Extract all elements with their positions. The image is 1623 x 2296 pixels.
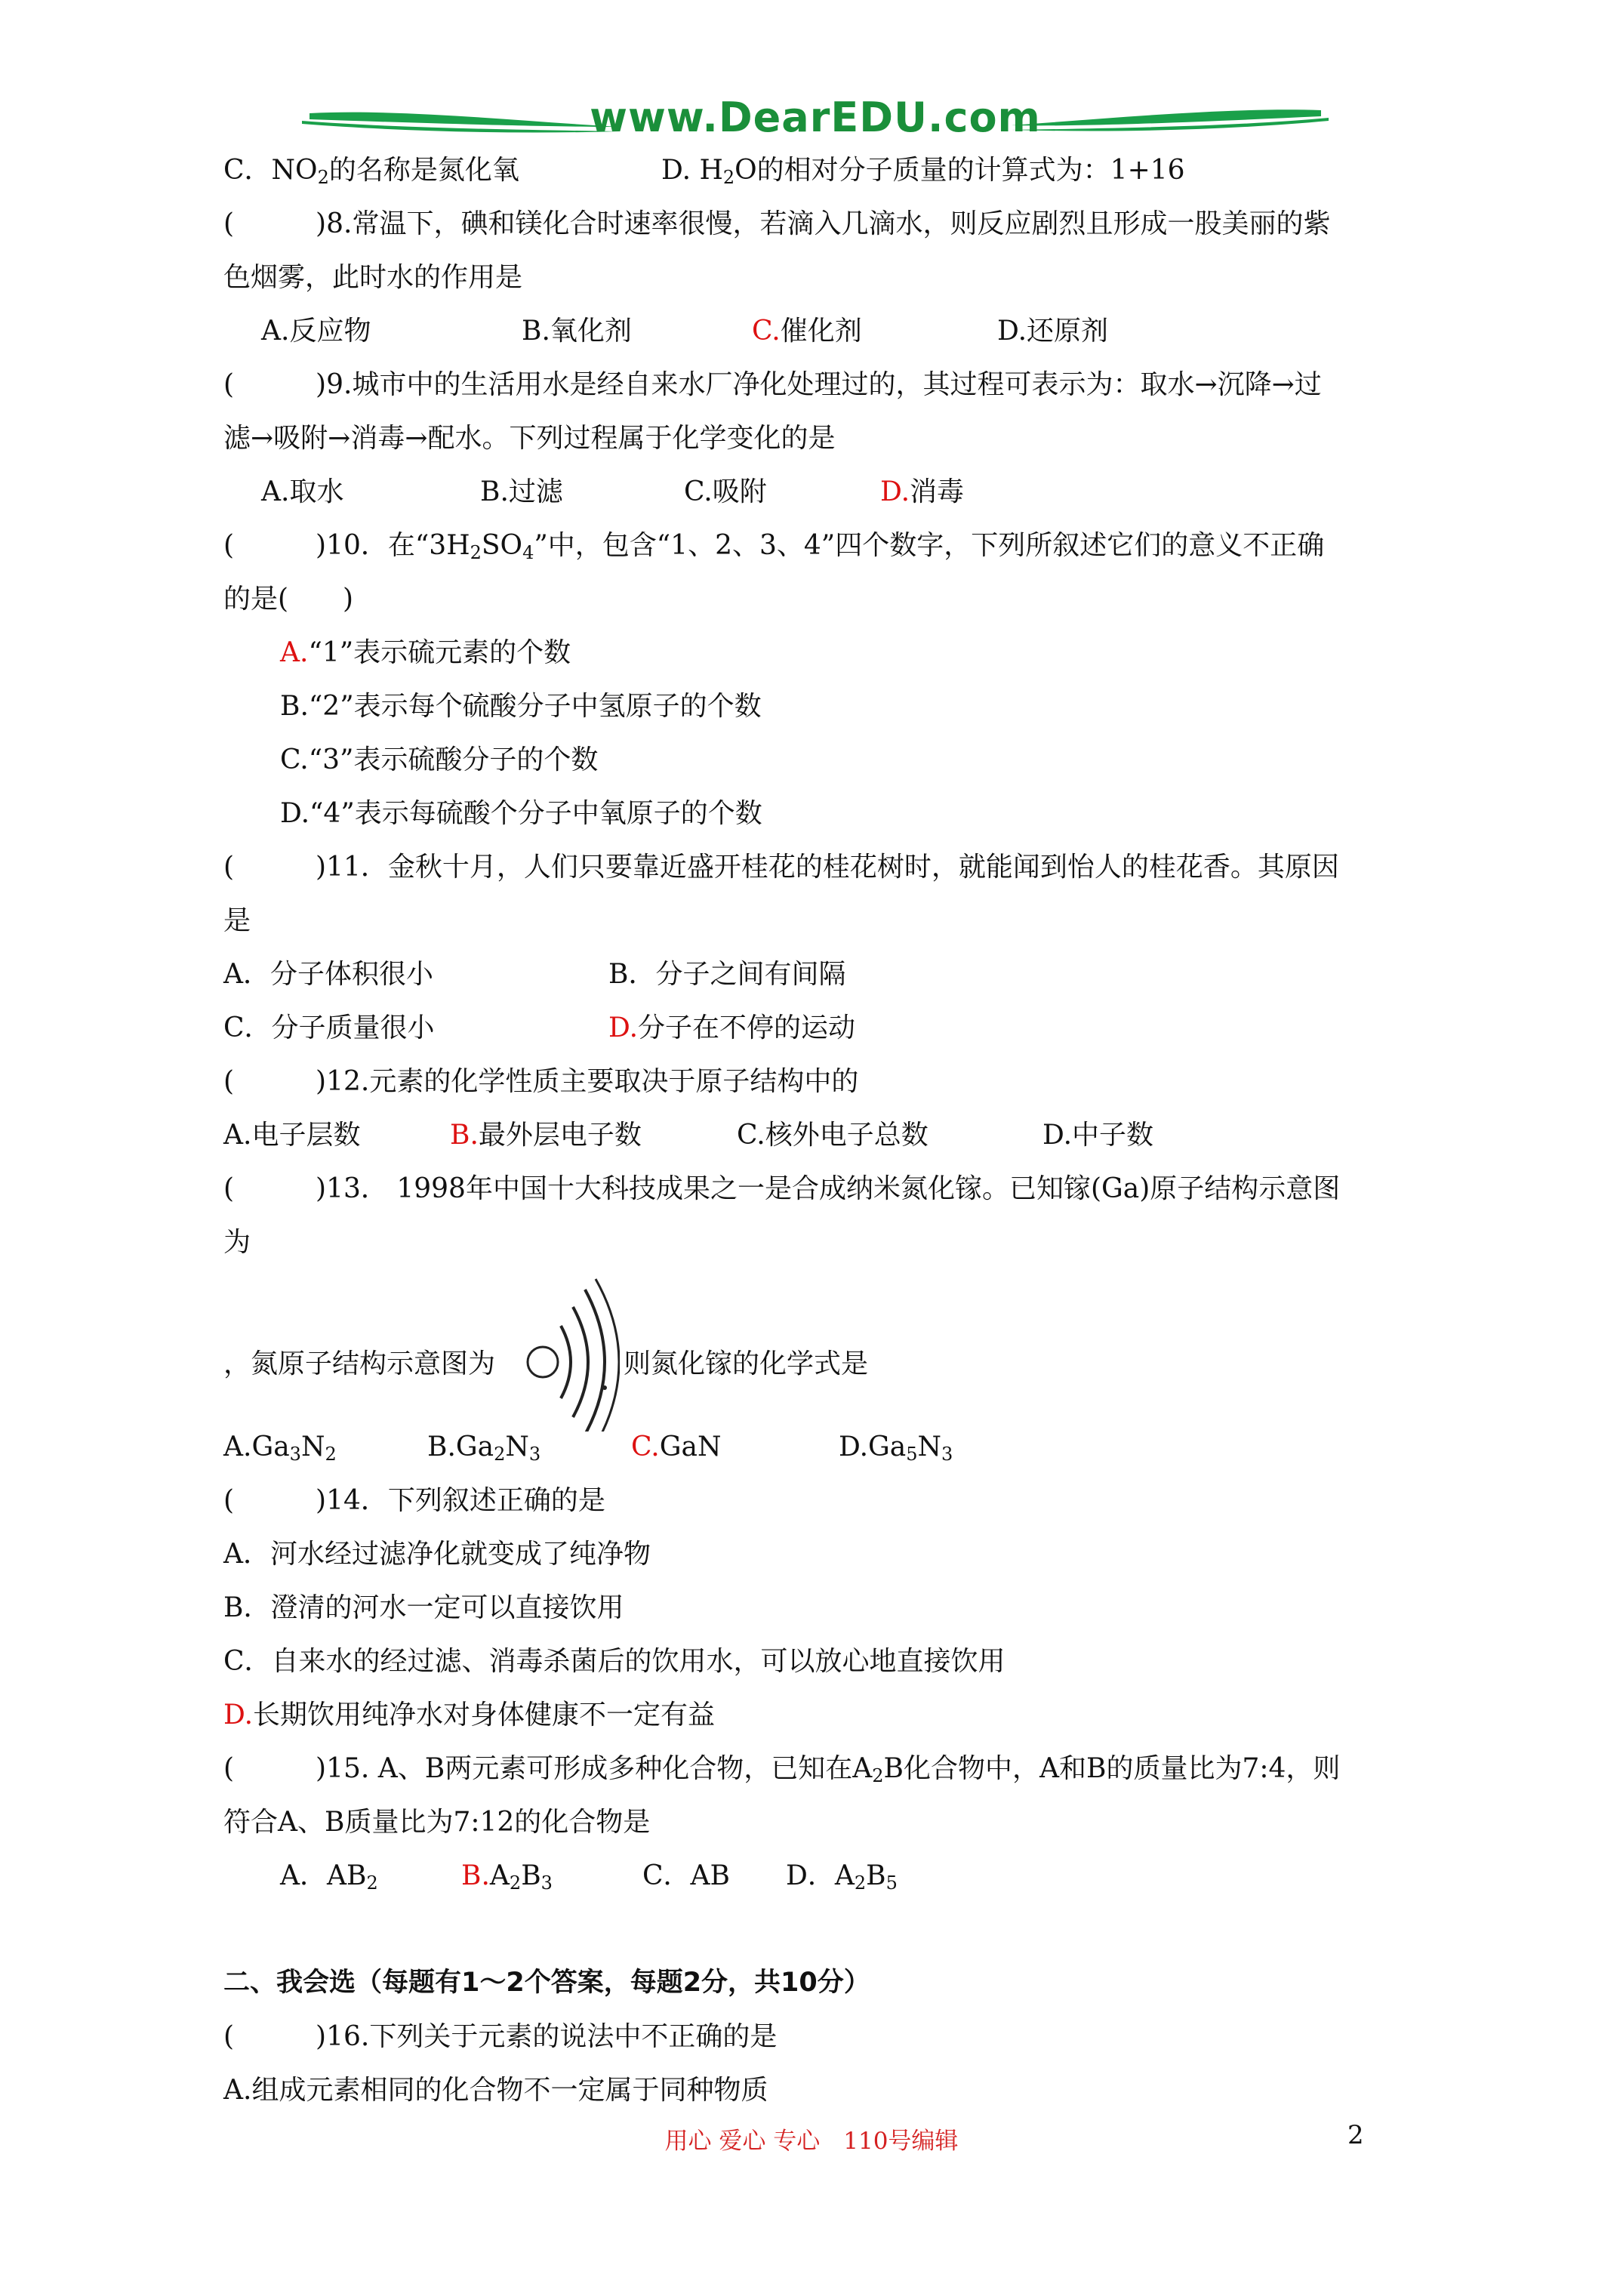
text-segment <box>684 465 767 519</box>
text-line <box>223 894 1416 948</box>
text-segment <box>223 1688 715 1742</box>
text-run: 二、我会选（每题有1～2个答案，每题2分，共10分） <box>223 1968 870 1998</box>
diagram-text-after: 则氮化镓的化学式是 <box>624 1348 869 1379</box>
text-run: N <box>917 1432 942 1462</box>
text-segment <box>997 304 1108 358</box>
site-name: www.DearEDU.com <box>590 94 1041 141</box>
text-run: A．河水经过滤净化就变成了纯净物 <box>223 1539 651 1570</box>
text-run: C．AB <box>642 1860 730 1891</box>
text-run: D.中子数 <box>1042 1120 1154 1151</box>
text-run: A.电子层数 <box>223 1120 361 1151</box>
text-line <box>223 1162 1416 1216</box>
text-run: A．AB <box>280 1860 367 1891</box>
text-segment <box>223 411 836 465</box>
text-run: B.Ga <box>427 1432 494 1462</box>
question-block <box>223 143 1416 1269</box>
text-run: 2 <box>854 1872 867 1894</box>
text-line <box>223 840 1416 894</box>
text-segment <box>480 465 563 519</box>
text-run: “1”表示硫元素的个数 <box>308 637 571 668</box>
text-segment <box>223 1216 251 1269</box>
section-heading <box>223 1956 870 2010</box>
text-line <box>223 197 1416 251</box>
text-line <box>223 680 1416 733</box>
text-run: B.氧化剂 <box>522 316 632 347</box>
answer-marker: D. <box>880 476 910 507</box>
text-segment <box>280 787 762 840</box>
answer-marker: B. <box>450 1120 479 1151</box>
text-segment <box>223 572 353 626</box>
text-run: ( )12.元素的化学性质主要取决于原子结构中的 <box>223 1066 859 1097</box>
text-run: ( )10．在“3H <box>223 530 470 561</box>
text-run: ( )8.常温下，碘和镁化合时速率很慢，若滴入几滴水，则反应剧烈且形成一股美丽的紫 <box>223 208 1331 239</box>
text-segment <box>223 197 1330 251</box>
text-run: A.组成元素相同的化合物不一定属于同种物质 <box>223 2075 768 2106</box>
text-run: C.吸附 <box>684 476 767 507</box>
text-segment <box>223 1581 624 1635</box>
text-segment <box>223 143 519 197</box>
footer-text: 用心 爱心 专心 110号编辑 <box>664 2128 959 2155</box>
text-line <box>223 2010 1416 2063</box>
text-line <box>223 1474 1416 1527</box>
text-run: C.核外电子总数 <box>737 1120 929 1151</box>
text-line <box>223 358 1416 411</box>
text-run: D.还原剂 <box>997 316 1109 347</box>
text-run: 分子在不停的运动 <box>638 1012 856 1043</box>
text-run: 长期饮用纯净水对身体健康不一定有益 <box>253 1700 716 1730</box>
text-line <box>223 787 1416 840</box>
text-run: 5 <box>885 1872 898 1894</box>
text-line <box>223 465 1416 519</box>
text-run: B.过滤 <box>480 476 563 507</box>
answer-marker: D. <box>223 1700 254 1730</box>
text-run: B．分子之间有间隔 <box>608 959 846 990</box>
text-run: 是 <box>223 905 251 936</box>
text-line <box>223 626 1416 680</box>
answer-marker: B. <box>461 1860 490 1891</box>
text-run: ”中，包含“1、2、3、4”四个数字，下列所叙述它们的意义不正确 <box>534 530 1325 561</box>
text-run: 4 <box>522 542 534 563</box>
text-segment <box>223 1474 605 1527</box>
text-segment <box>608 948 845 1001</box>
text-line <box>223 1581 1416 1635</box>
text-run: ( )11．金秋十月，人们只要靠近盛开桂花的桂花树时，就能闻到怡人的桂花香。其原因 <box>223 852 1339 883</box>
text-segment <box>223 1055 858 1108</box>
text-segment <box>223 1420 337 1474</box>
text-segment <box>223 1742 1340 1795</box>
text-segment <box>450 1108 642 1162</box>
text-run: 2 <box>509 1872 522 1894</box>
text-segment <box>261 304 371 358</box>
text-segment <box>223 840 1339 894</box>
text-segment <box>880 465 964 519</box>
text-run: A．分子体积很小 <box>223 959 433 990</box>
text-run: D.Ga <box>839 1432 907 1462</box>
text-run: ( )14．下列叙述正确的是 <box>223 1485 605 1516</box>
text-line <box>223 251 1416 304</box>
text-segment <box>280 680 762 733</box>
text-run: N <box>300 1432 325 1462</box>
text-segment <box>280 1849 378 1903</box>
page-number: 2 <box>1347 2120 1364 2150</box>
text-run: D．A <box>786 1860 855 1891</box>
text-run: C．分子质量很小 <box>223 1012 435 1043</box>
text-run: 的名称是氮化氧 <box>328 155 519 186</box>
text-segment <box>737 1108 929 1162</box>
text-run: D. H <box>661 155 723 186</box>
text-line <box>223 1216 1416 1269</box>
text-line <box>223 733 1416 787</box>
text-segment <box>661 143 1185 197</box>
text-segment <box>223 251 522 304</box>
text-segment <box>786 1849 898 1903</box>
text-segment <box>522 304 632 358</box>
text-run: 2 <box>317 167 329 188</box>
text-run: O的相对分子质量的计算式为：1+16 <box>735 155 1185 186</box>
text-run: 的是( ) <box>223 584 354 615</box>
text-segment <box>642 1849 730 1903</box>
text-line <box>223 1527 1416 1581</box>
text-segment <box>261 465 343 519</box>
text-line <box>223 143 1416 197</box>
text-run: 为 <box>223 1227 251 1258</box>
text-run: 色烟雾，此时水的作用是 <box>223 262 523 293</box>
text-run: N <box>505 1432 529 1462</box>
text-run: B化合物中，A和B的质量比为7:4，则 <box>883 1753 1341 1784</box>
text-run: GaN <box>659 1432 722 1462</box>
text-run: C.“3”表示硫酸分子的个数 <box>280 744 599 775</box>
text-line <box>223 1742 1416 1795</box>
text-segment <box>631 1420 721 1474</box>
text-run: 2 <box>872 1765 884 1786</box>
text-run: 2 <box>366 1872 378 1894</box>
document-body <box>223 143 1416 2117</box>
text-segment <box>1042 1108 1153 1162</box>
answer-marker: A. <box>280 637 309 668</box>
nitrogen-diagram-line <box>223 1269 1416 1420</box>
text-line <box>223 411 1416 465</box>
text-run: 3 <box>941 1444 953 1465</box>
text-segment <box>223 1527 651 1581</box>
text-run: 最外层电子数 <box>478 1120 642 1151</box>
text-segment <box>752 304 862 358</box>
text-run: B <box>866 1860 886 1891</box>
text-run: ( )9.城市中的生活用水是经自来水厂净化处理过的，其过程可表示为：取水→沉降→过 <box>223 369 1322 400</box>
text-line <box>223 1903 1416 1956</box>
text-run: B．澄清的河水一定可以直接饮用 <box>223 1592 624 1623</box>
text-run: 5 <box>906 1444 918 1465</box>
text-segment <box>223 948 433 1001</box>
text-run: 催化剂 <box>780 316 862 347</box>
text-run: ( )15. A、B两元素可形成多种化合物，已知在A <box>223 1753 873 1784</box>
text-segment <box>223 1108 360 1162</box>
text-run: ( )16.下列关于元素的说法中不正确的是 <box>223 2021 778 2052</box>
text-line <box>223 948 1416 1001</box>
text-run: 2 <box>470 542 482 563</box>
text-line <box>223 1001 1416 1055</box>
text-line <box>223 519 1416 572</box>
text-run: C．自来水的经过滤、消毒杀菌后的饮用水，可以放心地直接饮用 <box>223 1646 1006 1677</box>
text-line <box>223 1956 1416 2010</box>
text-line <box>223 1420 1416 1474</box>
text-segment <box>223 1795 650 1849</box>
text-segment <box>280 626 571 680</box>
text-segment <box>223 2010 777 2063</box>
atom-structure-diagram <box>514 1273 620 1432</box>
text-run: A.Ga <box>223 1432 290 1462</box>
text-segment <box>223 1635 1006 1688</box>
text-segment <box>280 733 598 787</box>
diagram-text-before: ，氮原子结构示意图为 <box>223 1348 496 1379</box>
text-line <box>223 1849 1416 1903</box>
text-run: 消毒 <box>910 476 965 507</box>
text-line <box>223 1635 1416 1688</box>
text-run: SO <box>481 530 523 561</box>
text-run: C．NO <box>223 155 318 186</box>
text-run: 3 <box>540 1872 553 1894</box>
text-segment <box>223 358 1322 411</box>
text-segment <box>608 1001 855 1055</box>
text-line <box>223 1108 1416 1162</box>
text-segment <box>461 1849 553 1903</box>
answer-marker: C. <box>752 316 781 347</box>
text-line <box>223 2063 1416 2117</box>
text-run: 3 <box>528 1444 541 1465</box>
text-line <box>223 1795 1416 1849</box>
text-segment <box>223 1162 1340 1216</box>
text-run: 滤→吸附→消毒→配水。下列过程属于化学变化的是 <box>223 423 836 454</box>
text-segment <box>839 1420 953 1474</box>
header-logo <box>287 85 1344 153</box>
text-run: B <box>521 1860 541 1891</box>
text-run: D.“4”表示每硫酸个分子中氧原子的个数 <box>280 798 762 829</box>
question-block-2 <box>223 1420 1416 2117</box>
text-run: 2 <box>494 1444 506 1465</box>
answer-marker: C. <box>631 1432 660 1462</box>
text-run: B.“2”表示每个硫酸分子中氢原子的个数 <box>280 691 762 722</box>
text-run: A <box>489 1860 510 1891</box>
text-run: 符合A、B质量比为7:12的化合物是 <box>223 1807 651 1838</box>
text-run: 2 <box>325 1444 337 1465</box>
text-run: 3 <box>289 1444 301 1465</box>
text-segment <box>223 519 1324 572</box>
text-line <box>223 1055 1416 1108</box>
text-run: 2 <box>722 167 735 188</box>
text-run: ( )13． 1998年中国十大科技成果之一是合成纳米氮化镓。已知镓(Ga)原子结构示意图 <box>223 1173 1341 1204</box>
text-line <box>223 572 1416 626</box>
text-segment <box>223 2063 768 2117</box>
text-segment <box>223 1001 435 1055</box>
text-segment <box>223 894 251 948</box>
text-segment <box>427 1420 540 1474</box>
text-line <box>223 304 1416 358</box>
text-run: A.取水 <box>261 476 344 507</box>
text-line <box>223 1688 1416 1742</box>
answer-marker: D. <box>608 1012 639 1043</box>
text-run: A.反应物 <box>261 316 371 347</box>
